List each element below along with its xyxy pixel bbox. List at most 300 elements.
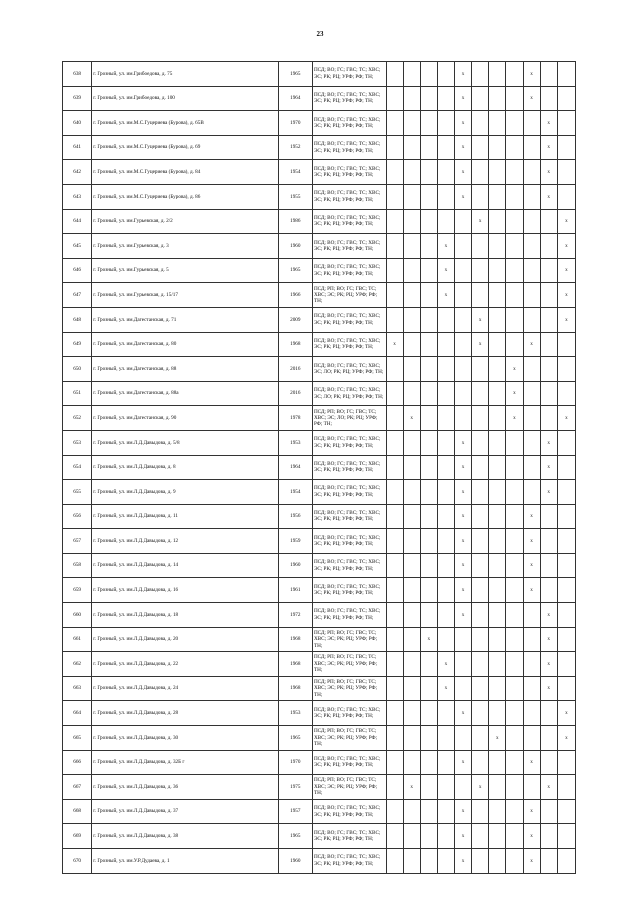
row-mark-cell: x xyxy=(489,726,506,751)
row-year: 1968 xyxy=(278,676,312,701)
row-mark-cell xyxy=(403,307,420,332)
row-mark-cell: x xyxy=(506,381,523,406)
row-address: г. Грозный, ул. им.Л.Д.Давыдова, д. 30 xyxy=(92,726,278,751)
row-mark-cell xyxy=(506,480,523,505)
row-mark-cell xyxy=(386,676,403,701)
row-mark-cell: x xyxy=(455,86,472,111)
row-year: 1955 xyxy=(278,184,312,209)
row-address: г. Грозный, ул. им.Л.Д.Давыдова, д. 36 xyxy=(92,775,278,800)
row-mark-cell: x xyxy=(557,283,575,308)
table-row xyxy=(63,234,576,259)
row-mark-cell: x xyxy=(455,553,472,578)
housing-registry-table xyxy=(62,61,576,874)
row-mark-cell xyxy=(420,553,437,578)
row-mark-cell xyxy=(557,775,575,800)
row-mark-cell xyxy=(472,160,489,185)
row-mark-cell xyxy=(386,184,403,209)
row-mark-cell xyxy=(557,824,575,849)
row-mark-cell: x xyxy=(455,799,472,824)
row-mark-cell: x xyxy=(437,676,454,701)
table-row xyxy=(63,184,576,209)
row-mark-cell xyxy=(523,258,540,283)
row-mark-cell xyxy=(386,553,403,578)
row-year: 1986 xyxy=(278,209,312,234)
row-mark-cell: x xyxy=(557,258,575,283)
row-services: ПСД; ВО; ГС; ГВС; ТС; ХВС; ЭС; РК; РЦ; УРФ; РФ; ТН; xyxy=(312,258,386,283)
row-services: ПСД; РП; ВО; ГС; ГВС; ТС; ХВС; ЭС; ЛО; РК; РЦ; УРФ; РФ; ТН; xyxy=(312,406,386,431)
row-year: 1965 xyxy=(278,258,312,283)
row-mark-cell xyxy=(437,750,454,775)
row-mark-cell xyxy=(386,430,403,455)
page-number: 23 xyxy=(316,30,324,38)
row-mark-cell: x xyxy=(506,357,523,382)
row-mark-cell xyxy=(403,135,420,160)
row-mark-cell xyxy=(420,283,437,308)
row-mark-cell xyxy=(403,430,420,455)
row-mark-cell xyxy=(506,799,523,824)
row-services: ПСД; ВО; ГС; ГВС; ТС; ХВС; ЭС; ЛО; РК; РЦ; УРФ; РФ; ТН; xyxy=(312,381,386,406)
row-mark-cell xyxy=(420,603,437,628)
row-mark-cell xyxy=(523,406,540,431)
table-row xyxy=(63,775,576,800)
row-number: 656 xyxy=(63,504,92,529)
row-mark-cell xyxy=(489,111,506,136)
row-mark-cell xyxy=(523,480,540,505)
row-mark-cell xyxy=(386,357,403,382)
row-mark-cell xyxy=(489,603,506,628)
row-number: 650 xyxy=(63,357,92,382)
row-mark-cell: x xyxy=(455,701,472,726)
row-mark-cell xyxy=(403,799,420,824)
row-services: ПСД; ВО; ГС; ГВС; ТС; ХВС; ЭС; РК; РЦ; УРФ; РФ; ТН; xyxy=(312,799,386,824)
row-year: 1961 xyxy=(278,578,312,603)
row-mark-cell xyxy=(386,726,403,751)
row-mark-cell xyxy=(386,307,403,332)
row-mark-cell xyxy=(506,726,523,751)
row-mark-cell xyxy=(437,849,454,874)
row-mark-cell: x xyxy=(455,455,472,480)
row-mark-cell: x xyxy=(523,824,540,849)
row-year: 1968 xyxy=(278,652,312,677)
row-mark-cell xyxy=(540,578,557,603)
row-mark-cell xyxy=(540,234,557,259)
row-mark-cell: x xyxy=(403,406,420,431)
row-mark-cell xyxy=(437,86,454,111)
row-mark-cell xyxy=(472,430,489,455)
row-mark-cell: x xyxy=(455,504,472,529)
row-services: ПСД; ВО; ГС; ГВС; ТС; ХВС; ЭС; РК; РЦ; УРФ; РФ; ТН; xyxy=(312,529,386,554)
row-mark-cell: x xyxy=(455,160,472,185)
row-year: 1970 xyxy=(278,111,312,136)
row-mark-cell: x xyxy=(455,480,472,505)
row-services: ПСД; ВО; ГС; ГВС; ТС; ХВС; ЭС; РК; РЦ; УРФ; РФ; ТН; xyxy=(312,234,386,259)
row-mark-cell: x xyxy=(523,504,540,529)
row-mark-cell xyxy=(386,381,403,406)
row-mark-cell xyxy=(489,160,506,185)
row-year: 1966 xyxy=(278,283,312,308)
table-row xyxy=(63,111,576,136)
row-mark-cell xyxy=(437,480,454,505)
row-address: г. Грозный, ул. им.М.С.Гуцериева (Бурова), д. 86 xyxy=(92,184,278,209)
row-mark-cell xyxy=(506,652,523,677)
row-mark-cell xyxy=(557,135,575,160)
row-mark-cell xyxy=(472,86,489,111)
row-mark-cell xyxy=(489,258,506,283)
row-mark-cell xyxy=(523,283,540,308)
row-number: 652 xyxy=(63,406,92,431)
row-number: 642 xyxy=(63,160,92,185)
row-mark-cell xyxy=(472,283,489,308)
row-mark-cell xyxy=(557,627,575,652)
row-year: 1953 xyxy=(278,430,312,455)
row-services: ПСД; ВО; ГС; ГВС; ТС; ХВС; ЭС; РК; РЦ; УРФ; РФ; ТН; xyxy=(312,701,386,726)
row-mark-cell xyxy=(540,701,557,726)
row-mark-cell xyxy=(403,627,420,652)
row-mark-cell xyxy=(472,480,489,505)
row-mark-cell xyxy=(420,726,437,751)
row-services: ПСД; ВО; ГС; ГВС; ТС; ХВС; ЭС; РК; РЦ; УРФ; РФ; ТН; xyxy=(312,824,386,849)
row-mark-cell xyxy=(506,529,523,554)
table-row xyxy=(63,357,576,382)
row-number: 657 xyxy=(63,529,92,554)
row-mark-cell xyxy=(386,406,403,431)
row-mark-cell xyxy=(455,676,472,701)
row-services: ПСД; ВО; ГС; ГВС; ТС; ХВС; ЭС; РК; РЦ; УРФ; РФ; ТН; xyxy=(312,553,386,578)
row-mark-cell xyxy=(506,750,523,775)
row-mark-cell: x xyxy=(523,332,540,357)
row-address: г. Грозный, ул. им.Л.Д.Давыдова, д. 8 xyxy=(92,455,278,480)
row-mark-cell xyxy=(506,603,523,628)
row-services: ПСД; РП; ВО; ГС; ГВС; ТС; ХВС; ЭС; РК; РЦ; УРФ; РФ; ТН; xyxy=(312,652,386,677)
row-mark-cell xyxy=(540,799,557,824)
row-mark-cell: x xyxy=(437,258,454,283)
row-mark-cell xyxy=(506,676,523,701)
row-mark-cell xyxy=(557,652,575,677)
row-address: г. Грозный, ул. им.Л.Д.Давыдова, д. 9 xyxy=(92,480,278,505)
row-mark-cell: x xyxy=(386,332,403,357)
row-mark-cell: x xyxy=(523,750,540,775)
row-number: 644 xyxy=(63,209,92,234)
table-row xyxy=(63,726,576,751)
row-mark-cell xyxy=(540,406,557,431)
table-row xyxy=(63,799,576,824)
row-mark-cell xyxy=(386,111,403,136)
row-mark-cell: x xyxy=(455,603,472,628)
row-mark-cell xyxy=(540,726,557,751)
row-mark-cell xyxy=(489,62,506,87)
row-mark-cell: x xyxy=(523,799,540,824)
row-mark-cell xyxy=(489,307,506,332)
row-mark-cell xyxy=(557,160,575,185)
row-mark-cell xyxy=(489,799,506,824)
row-mark-cell xyxy=(455,627,472,652)
row-mark-cell: x xyxy=(540,603,557,628)
row-year: 1965 xyxy=(278,824,312,849)
table-row xyxy=(63,676,576,701)
row-mark-cell xyxy=(386,234,403,259)
row-mark-cell xyxy=(540,62,557,87)
row-services: ПСД; ВО; ГС; ГВС; ТС; ХВС; ЭС; РК; РЦ; УРФ; РФ; ТН; xyxy=(312,160,386,185)
row-mark-cell xyxy=(506,849,523,874)
row-mark-cell xyxy=(455,406,472,431)
row-mark-cell: x xyxy=(455,750,472,775)
row-mark-cell xyxy=(523,701,540,726)
row-mark-cell xyxy=(506,258,523,283)
row-mark-cell: x xyxy=(437,283,454,308)
row-mark-cell xyxy=(437,209,454,234)
row-mark-cell xyxy=(489,381,506,406)
row-year: 1960 xyxy=(278,234,312,259)
row-address: г. Грозный, ул. им.Дагестанская, д. 80 xyxy=(92,332,278,357)
row-mark-cell xyxy=(420,504,437,529)
row-address: г. Грозный, ул. им.Л.Д.Давыдова, д. 24 xyxy=(92,676,278,701)
row-services: ПСД; РП; ВО; ГС; ГВС; ТС; ХВС; ЭС; РК; РЦ; УРФ; РФ; ТН; xyxy=(312,627,386,652)
row-services: ПСД; РП; ВО; ГС; ГВС; ТС; ХВС; ЭС; РК; РЦ; УРФ; РФ; ТН; xyxy=(312,283,386,308)
row-services: ПСД; РП; ВО; ГС; ГВС; ТС; ХВС; ЭС; РК; РЦ; УРФ; РФ; ТН; xyxy=(312,726,386,751)
table-row xyxy=(63,283,576,308)
row-mark-cell xyxy=(455,381,472,406)
row-address: г. Грозный, ул. им.Л.Д.Давыдова, д. 28 xyxy=(92,701,278,726)
table-row xyxy=(63,160,576,185)
row-year: 1975 xyxy=(278,775,312,800)
row-number: 661 xyxy=(63,627,92,652)
row-mark-cell xyxy=(403,504,420,529)
row-mark-cell xyxy=(420,480,437,505)
row-mark-cell xyxy=(437,455,454,480)
row-mark-cell xyxy=(403,603,420,628)
row-mark-cell xyxy=(420,849,437,874)
row-mark-cell: x xyxy=(540,135,557,160)
table-row xyxy=(63,307,576,332)
row-mark-cell: x xyxy=(455,111,472,136)
row-address: г. Грозный, ул. им.Грибоедова, д. 75 xyxy=(92,62,278,87)
row-mark-cell xyxy=(455,283,472,308)
row-year: 1965 xyxy=(278,62,312,87)
row-services: ПСД; ВО; ГС; ГВС; ТС; ХВС; ЭС; РК; РЦ; УРФ; РФ; ТН; xyxy=(312,578,386,603)
row-number: 640 xyxy=(63,111,92,136)
row-mark-cell xyxy=(557,381,575,406)
row-services: ПСД; ВО; ГС; ГВС; ТС; ХВС; ЭС; РК; РЦ; УРФ; РФ; ТН; xyxy=(312,603,386,628)
row-year: 1959 xyxy=(278,529,312,554)
row-mark-cell xyxy=(523,209,540,234)
row-year: 1968 xyxy=(278,627,312,652)
table-row xyxy=(63,406,576,431)
row-mark-cell xyxy=(557,553,575,578)
row-address: г. Грозный, ул. им.Дагестанская, д. 71 xyxy=(92,307,278,332)
row-mark-cell: x xyxy=(472,775,489,800)
row-mark-cell xyxy=(489,652,506,677)
row-mark-cell xyxy=(557,184,575,209)
row-address: г. Грозный, ул. им.Дагестанская, д. 90 xyxy=(92,406,278,431)
row-mark-cell xyxy=(523,676,540,701)
row-mark-cell xyxy=(523,627,540,652)
row-mark-cell xyxy=(506,627,523,652)
row-mark-cell xyxy=(472,750,489,775)
row-mark-cell xyxy=(420,799,437,824)
row-mark-cell xyxy=(506,234,523,259)
row-mark-cell xyxy=(489,578,506,603)
row-mark-cell xyxy=(437,62,454,87)
row-mark-cell xyxy=(506,553,523,578)
row-mark-cell xyxy=(437,553,454,578)
row-mark-cell xyxy=(506,430,523,455)
row-mark-cell xyxy=(540,307,557,332)
row-number: 655 xyxy=(63,480,92,505)
row-mark-cell: x xyxy=(455,184,472,209)
row-services: ПСД; ВО; ГС; ГВС; ТС; ХВС; ЭС; РК; РЦ; УРФ; РФ; ТН; xyxy=(312,111,386,136)
row-mark-cell: x xyxy=(540,160,557,185)
row-services: ПСД; РП; ВО; ГС; ГВС; ТС; ХВС; ЭС; РК; РЦ; УРФ; РФ; ТН; xyxy=(312,676,386,701)
row-mark-cell xyxy=(403,578,420,603)
row-mark-cell xyxy=(420,455,437,480)
row-mark-cell xyxy=(403,332,420,357)
row-mark-cell: x xyxy=(523,86,540,111)
row-address: г. Грозный, ул. им.Л.Д.Давыдова, д. 16 xyxy=(92,578,278,603)
row-address: г. Грозный, ул. им.Гурьевская, д. 15/17 xyxy=(92,283,278,308)
row-mark-cell xyxy=(437,726,454,751)
row-mark-cell xyxy=(523,381,540,406)
registry-body xyxy=(63,62,576,874)
row-mark-cell xyxy=(403,701,420,726)
row-mark-cell xyxy=(557,529,575,554)
row-mark-cell xyxy=(472,849,489,874)
row-mark-cell: x xyxy=(455,824,472,849)
row-mark-cell xyxy=(386,504,403,529)
row-mark-cell xyxy=(420,529,437,554)
row-year: 1956 xyxy=(278,504,312,529)
row-mark-cell xyxy=(472,701,489,726)
row-mark-cell xyxy=(472,406,489,431)
table-row xyxy=(63,578,576,603)
table-row xyxy=(63,701,576,726)
row-services: ПСД; ВО; ГС; ГВС; ТС; ХВС; ЭС; РК; РЦ; УРФ; РФ; ТН; xyxy=(312,62,386,87)
row-mark-cell xyxy=(523,135,540,160)
row-mark-cell: x xyxy=(523,578,540,603)
row-mark-cell xyxy=(557,111,575,136)
row-number: 670 xyxy=(63,849,92,874)
row-mark-cell: x xyxy=(540,184,557,209)
table-row xyxy=(63,430,576,455)
row-mark-cell xyxy=(420,135,437,160)
row-mark-cell: x xyxy=(557,726,575,751)
row-mark-cell xyxy=(540,283,557,308)
row-mark-cell xyxy=(386,701,403,726)
row-mark-cell xyxy=(506,824,523,849)
row-address: г. Грозный, ул. им.У.Р.Дудаева, д. 1 xyxy=(92,849,278,874)
table-row xyxy=(63,480,576,505)
row-mark-cell xyxy=(557,455,575,480)
row-mark-cell xyxy=(472,455,489,480)
row-mark-cell xyxy=(472,603,489,628)
row-mark-cell xyxy=(386,578,403,603)
row-year: 2016 xyxy=(278,381,312,406)
row-mark-cell xyxy=(403,86,420,111)
row-services: ПСД; РП; ВО; ГС; ГВС; ТС; ХВС; ЭС; РК; РЦ; УРФ; РФ; ТН; xyxy=(312,775,386,800)
row-mark-cell xyxy=(403,553,420,578)
row-mark-cell: x xyxy=(540,111,557,136)
row-address: г. Грозный, ул. им.Л.Д.Давыдова, д. 18 xyxy=(92,603,278,628)
row-mark-cell xyxy=(557,504,575,529)
row-mark-cell xyxy=(386,775,403,800)
row-mark-cell xyxy=(557,430,575,455)
row-mark-cell xyxy=(455,234,472,259)
row-mark-cell xyxy=(523,184,540,209)
row-address: г. Грозный, ул. им.Л.Д.Давыдова, д. 5/8 xyxy=(92,430,278,455)
row-mark-cell: x xyxy=(523,62,540,87)
row-mark-cell xyxy=(472,504,489,529)
row-mark-cell xyxy=(557,603,575,628)
table-row xyxy=(63,603,576,628)
row-address: г. Грозный, ул. им.М.С.Гуцериева (Бурова), д. 69 xyxy=(92,135,278,160)
row-year: 1953 xyxy=(278,701,312,726)
row-mark-cell xyxy=(472,799,489,824)
row-mark-cell xyxy=(420,160,437,185)
row-mark-cell xyxy=(420,86,437,111)
row-number: 649 xyxy=(63,332,92,357)
row-mark-cell xyxy=(540,209,557,234)
row-mark-cell xyxy=(437,381,454,406)
row-number: 669 xyxy=(63,824,92,849)
row-mark-cell xyxy=(557,676,575,701)
row-mark-cell: x xyxy=(523,553,540,578)
row-mark-cell xyxy=(403,283,420,308)
row-mark-cell xyxy=(386,62,403,87)
row-mark-cell xyxy=(523,652,540,677)
row-address: г. Грозный, ул. им.Гурьевская, д. 2/2 xyxy=(92,209,278,234)
row-mark-cell xyxy=(557,799,575,824)
row-mark-cell xyxy=(403,726,420,751)
row-year: 1960 xyxy=(278,849,312,874)
row-year: 1978 xyxy=(278,406,312,431)
row-mark-cell xyxy=(437,430,454,455)
row-mark-cell: x xyxy=(506,406,523,431)
row-mark-cell xyxy=(403,62,420,87)
row-mark-cell xyxy=(420,111,437,136)
row-mark-cell xyxy=(420,750,437,775)
row-mark-cell xyxy=(472,824,489,849)
row-mark-cell: x xyxy=(540,775,557,800)
row-mark-cell xyxy=(523,111,540,136)
row-mark-cell: x xyxy=(455,135,472,160)
row-mark-cell xyxy=(489,504,506,529)
row-services: ПСД; ВО; ГС; ГВС; ТС; ХВС; ЭС; РК; РЦ; УРФ; РФ; ТН; xyxy=(312,135,386,160)
row-mark-cell: x xyxy=(557,234,575,259)
row-number: 663 xyxy=(63,676,92,701)
table-row xyxy=(63,258,576,283)
row-mark-cell: x xyxy=(455,62,472,87)
row-address: г. Грозный, ул. им.Л.Д.Давыдова, д. 12 xyxy=(92,529,278,554)
row-number: 667 xyxy=(63,775,92,800)
row-year: 1954 xyxy=(278,480,312,505)
row-mark-cell xyxy=(540,381,557,406)
row-mark-cell xyxy=(420,234,437,259)
row-mark-cell xyxy=(489,357,506,382)
row-mark-cell xyxy=(523,775,540,800)
row-mark-cell xyxy=(489,775,506,800)
row-mark-cell xyxy=(403,849,420,874)
row-mark-cell xyxy=(386,603,403,628)
row-mark-cell xyxy=(403,234,420,259)
row-mark-cell xyxy=(472,553,489,578)
row-mark-cell xyxy=(403,455,420,480)
row-mark-cell xyxy=(472,135,489,160)
row-mark-cell xyxy=(472,234,489,259)
row-mark-cell xyxy=(386,750,403,775)
row-mark-cell xyxy=(386,652,403,677)
row-mark-cell: x xyxy=(472,332,489,357)
row-mark-cell: x xyxy=(403,775,420,800)
row-mark-cell xyxy=(506,455,523,480)
